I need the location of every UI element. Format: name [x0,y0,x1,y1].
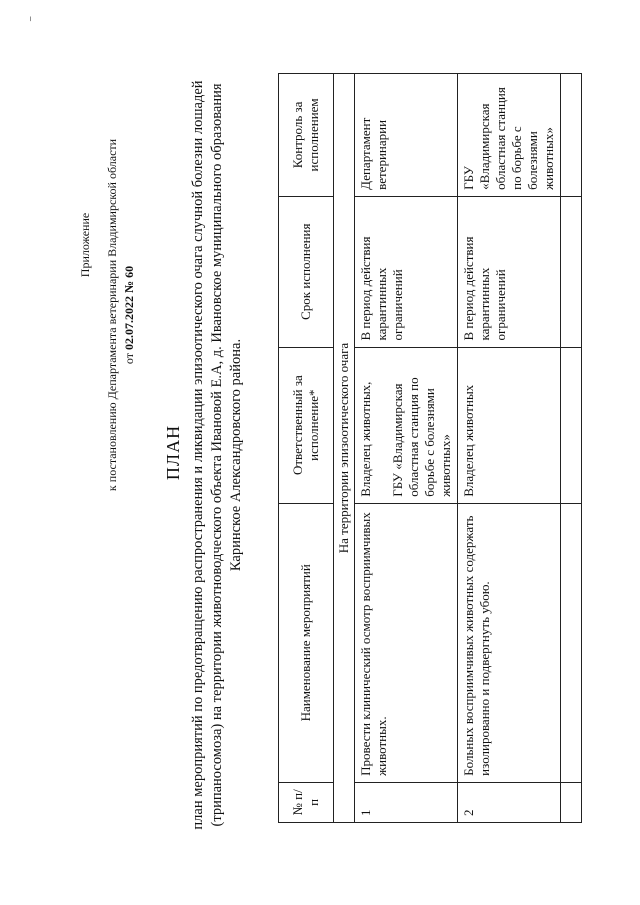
empty-cell [561,503,582,782]
decree-reference [104,65,138,565]
row-number: 2 [458,782,561,822]
column-header-control: Контроль за исполнением [279,74,334,197]
decree-number: 02.07.2022 № 60 [122,265,136,350]
section-row [334,74,355,823]
column-header-responsible: Ответственный за исполнение* [279,347,334,503]
term-cell: В период действия карантинных ограничений [355,196,458,347]
document-title: ПЛАН [163,424,183,481]
decree-line-2 [121,65,138,565]
plan-table [278,73,582,823]
decree-date-prefix: от [122,349,136,365]
empty-cell [561,782,582,822]
table-row [355,74,458,823]
responsible-primary: Владелец животных, [358,381,373,497]
table-row [458,74,561,823]
table-continuation-row [561,74,582,823]
responsible-secondary: ГБУ «Владимирская областная станция по борьбе с болезнями животных» [390,377,453,497]
corner-mark: – [25,16,35,21]
decree-line-1: к постановлению Департамента ветеринарии Владимирской области [105,138,119,492]
appendix-label: Приложение [78,212,92,278]
column-header-name: Наименование мероприятий [279,503,334,782]
column-header-number: № п/п [279,782,334,822]
subtitle-line-2: (трипаносомоза) на территории животноводческого объекта Ивановой Е.А, д. Ивановское муниципального образования [209,83,225,827]
subtitle-line-3: Каринское Александровского района. [228,338,244,572]
empty-cell [561,196,582,347]
measure-name: Провести клинический осмотр восприимчивых животных. [355,503,458,782]
responsible-cell [355,347,458,503]
subtitle-line-1: план мероприятий по предотвращению распространения и ликвидации эпизоотического очага случной болезни лошадей [190,80,206,830]
term-cell: В период действия карантинных ограничений [458,196,561,347]
responsible-cell: Владелец животных [458,347,561,503]
section-title: На территории эпизоотического очага [334,74,355,823]
empty-cell [561,347,582,503]
measure-name: Больных восприимчивых животных содержать изолированно и подвергнуть убою. [458,503,561,782]
table-header-row [279,74,334,823]
control-cell: Департамент ветеринарии [355,74,458,197]
column-header-term: Срок исполнения [279,196,334,347]
document-subtitle [189,75,246,835]
empty-cell [561,74,582,197]
control-cell: ГБУ «Владимирская областная станция по борьбе с болезнями животных» [458,74,561,197]
row-number: 1 [355,782,458,822]
